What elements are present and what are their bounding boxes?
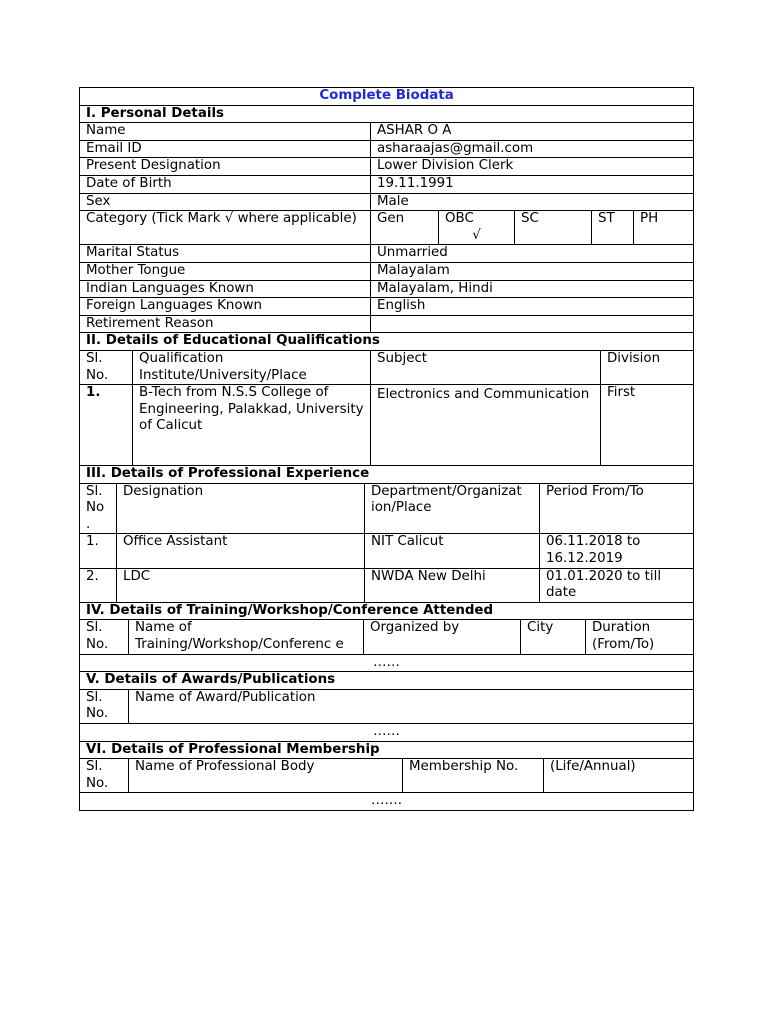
category-option: SC bbox=[515, 211, 592, 245]
field-label: Present Designation bbox=[80, 158, 371, 176]
category-row bbox=[80, 211, 694, 245]
field-label: Date of Birth bbox=[80, 175, 371, 193]
column-header: Period From/To bbox=[540, 483, 694, 534]
field-value: Unmarried bbox=[371, 245, 694, 263]
column-header: Sl. No. bbox=[80, 759, 129, 793]
department-cell: NWDA New Delhi bbox=[365, 568, 540, 602]
column-header: Sl. No. bbox=[80, 689, 129, 723]
placeholder-dots: …… bbox=[80, 724, 694, 742]
section-heading-experience: III. Details of Professional Experience bbox=[80, 466, 694, 483]
table-row bbox=[80, 298, 694, 316]
field-value: Malayalam, Hindi bbox=[371, 280, 694, 298]
personal-details-table bbox=[79, 87, 694, 333]
field-value: English bbox=[371, 298, 694, 316]
table-row bbox=[80, 568, 694, 602]
placeholder-dots: …… bbox=[80, 654, 694, 672]
field-label: Name bbox=[80, 123, 371, 141]
serial-number: 1. bbox=[80, 385, 133, 466]
table-row bbox=[80, 385, 694, 466]
division-cell: First bbox=[601, 385, 694, 466]
field-value: Lower Division Clerk bbox=[371, 158, 694, 176]
column-header: Sl. No. bbox=[80, 350, 133, 384]
category-option bbox=[439, 211, 515, 245]
column-header: Duration (From/To) bbox=[586, 620, 694, 654]
column-header: Name of Award/Publication bbox=[129, 689, 694, 723]
designation-cell: Office Assistant bbox=[117, 534, 365, 568]
section-heading-personal: I. Personal Details bbox=[80, 105, 694, 123]
field-label: Mother Tongue bbox=[80, 262, 371, 280]
section-heading-training: IV. Details of Training/Workshop/Conference Attended bbox=[80, 603, 694, 620]
column-header: Name of Professional Body bbox=[129, 759, 403, 793]
field-label: Category (Tick Mark √ where applicable) bbox=[80, 211, 371, 245]
field-value: asharaajas@gmail.com bbox=[371, 140, 694, 158]
column-header: Subject bbox=[371, 350, 601, 384]
section-heading-membership: VI. Details of Professional Membership bbox=[80, 742, 694, 759]
field-label: Retirement Reason bbox=[80, 315, 371, 333]
table-row bbox=[80, 262, 694, 280]
section-heading-awards: V. Details of Awards/Publications bbox=[80, 672, 694, 689]
column-header: Department/Organizat ion/Place bbox=[365, 483, 540, 534]
column-header: Qualification Institute/University/Place bbox=[133, 350, 371, 384]
membership-table bbox=[79, 742, 694, 811]
column-header: Designation bbox=[117, 483, 365, 534]
period-cell: 06.11.2018 to 16.12.2019 bbox=[540, 534, 694, 568]
column-header: Name of Training/Workshop/Conferenc e bbox=[129, 620, 364, 654]
awards-table bbox=[79, 672, 694, 741]
field-label: Indian Languages Known bbox=[80, 280, 371, 298]
table-row bbox=[80, 158, 694, 176]
column-header: Sl. No . bbox=[80, 483, 117, 534]
field-value: Malayalam bbox=[371, 262, 694, 280]
table-row bbox=[80, 175, 694, 193]
table-row bbox=[80, 123, 694, 141]
table-row bbox=[80, 245, 694, 263]
field-value bbox=[371, 315, 694, 333]
education-table bbox=[79, 333, 694, 466]
table-row bbox=[80, 534, 694, 568]
training-table bbox=[79, 603, 694, 672]
form-title: Complete Biodata bbox=[80, 88, 694, 106]
section-heading-education: II. Details of Educational Qualifications bbox=[80, 333, 694, 350]
placeholder-dots: ……. bbox=[80, 793, 694, 811]
field-label: Foreign Languages Known bbox=[80, 298, 371, 316]
table-row bbox=[80, 193, 694, 211]
period-cell: 01.01.2020 to till date bbox=[540, 568, 694, 602]
column-header: Division bbox=[601, 350, 694, 384]
table-header-row bbox=[80, 759, 694, 793]
serial-number: 1. bbox=[80, 534, 117, 568]
field-value: 19.11.1991 bbox=[371, 175, 694, 193]
qualification-cell: B-Tech from N.S.S College of Engineering, Palakkad, University of Calicut bbox=[133, 385, 371, 466]
field-label: Sex bbox=[80, 193, 371, 211]
serial-number: 2. bbox=[80, 568, 117, 602]
category-option-label: OBC bbox=[445, 211, 474, 227]
table-row bbox=[80, 140, 694, 158]
field-value: Male bbox=[371, 193, 694, 211]
table-header-row bbox=[80, 483, 694, 534]
table-header-row bbox=[80, 620, 694, 654]
column-header: (Life/Annual) bbox=[544, 759, 694, 793]
category-option: PH bbox=[634, 211, 694, 245]
category-option: ST bbox=[592, 211, 634, 245]
category-option: Gen bbox=[371, 211, 439, 245]
field-value: ASHAR O A bbox=[371, 123, 694, 141]
experience-table bbox=[79, 466, 694, 603]
table-row bbox=[80, 315, 694, 333]
department-cell: NIT Calicut bbox=[365, 534, 540, 568]
table-row bbox=[80, 280, 694, 298]
column-header: Organized by bbox=[364, 620, 521, 654]
tick-mark: √ bbox=[472, 227, 481, 243]
column-header: Sl. No. bbox=[80, 620, 129, 654]
column-header: Membership No. bbox=[403, 759, 544, 793]
field-label: Email ID bbox=[80, 140, 371, 158]
field-label: Marital Status bbox=[80, 245, 371, 263]
biodata-form bbox=[79, 87, 693, 811]
designation-cell: LDC bbox=[117, 568, 365, 602]
table-header-row bbox=[80, 689, 694, 723]
subject-cell: Electronics and Communication bbox=[371, 385, 601, 466]
table-header-row bbox=[80, 350, 694, 384]
column-header: City bbox=[521, 620, 586, 654]
